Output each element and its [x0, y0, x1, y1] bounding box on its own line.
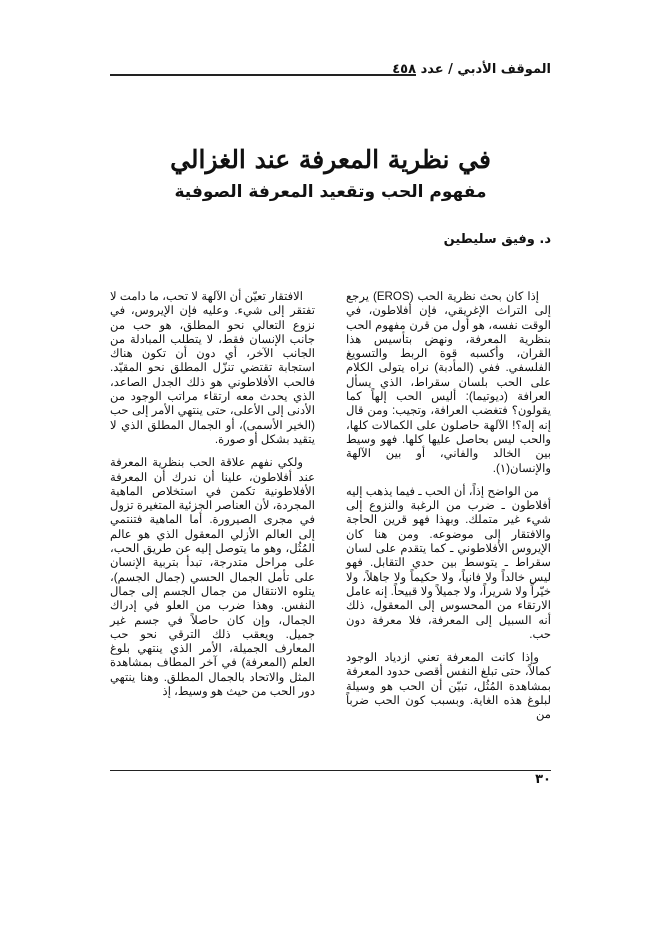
- paragraph: إذا كان بحث نظرية الحب (EROS) يرجع إلى التراث الإغريقي، فإن أفلاطون، في الوقت نفسه، هو أول من قرن مفهوم الحب بنظرية المعرفة، ونهض بتأسيس هذا القران، وأكسبه قوة الربط والتسويغ الفلسفي. ففي (المأدبة) نراه يتولى الكلام على الحب بلسان سقراط، الذي يسأل العرافة (ديوتيما): أليس الحب إلهاً كما يقولون؟ فتغضب العرافة، وتجيب: ومن قال إنه إله؟! الآلهة حاصلون على الكمالات كلها، والحب ليس بحاصل عليها كلها. فهو وسيط بين الخالد والفاني، أو بين الآلهة والإنسان(١).: [346, 290, 551, 475]
- paragraph: وإذا كانت المعرفة تعني ازدياد الوجود كمالاً، حتى تبلغ النفس أقصى حدود المعرفة بمشاهدة المُثُل، تبيّن أن الحب هو وسيلة لبلوغ هذه الغاية. وبسبب كون الحب ضرباً من: [346, 651, 551, 722]
- running-header: [110, 62, 551, 82]
- column-right: [346, 290, 551, 732]
- paragraph: الافتقار تعيّن أن الآلهة لا تحب، ما دامت لا تفتقر إلى شيء. وعليه فإن الإيروس، في نزوع التعالي نحو المطلق، هو حب من جانب الإنسان فقط، لا يتطلب المبادلة من الجانب الآخر، أي دون أن تكون هناك استجابة تقتضي تنزّل المطلق نحو المقيّد. فالحب الأفلاطوني هو ذلك الجدل الصاعد، الذي يحدث معه ارتقاء مراتب الوجود من الأدنى إلى الأعلى، حتى ينتهي الأمر إلى حب (الخير الأسمى)، أو الجمال المطلق الذي لا يتقيد بشكل أو صورة.: [110, 290, 315, 446]
- header-rule: [110, 74, 416, 76]
- article-subtitle: مفهوم الحب وتقعيد المعرفة الصوفية: [174, 182, 487, 202]
- column-left: [110, 290, 315, 708]
- page-number: ٣٠: [535, 772, 551, 787]
- footer-rule: [110, 770, 551, 771]
- article-title: في نظرية المعرفة عند الغزالي: [170, 145, 491, 174]
- running-title: الموقف الأدبي / عدد ٤٥٨: [392, 62, 551, 77]
- paragraph: ولكي نفهم علاقة الحب بنظرية المعرفة عند أفلاطون، علينا أن ندرك أن المعرفة الأفلاطونية تكمن في استخلاص الماهية المجردة، لأن العناصر الجزئية المتغيرة تزول في مجرى الصيرورة. أما الماهية فتنتمي إلى العالم الأزلي المعقول الذي هو عالم المُثُل، وهو ما يتوصل إليه عن طريق الحب، على مراحل متدرجة، تبدأ بتربية الإنسان على تأمل الجمال الحسي (جمال الجسم)، يتلوه الانتقال من جمال الجسم إلى جمال النفس. وهذا ضرب من العلو في إدراك الجمال، وإن كان حاصلاً في جسم غير جميل. ويعقب ذلك الترقي نحو حب المعارف الجميلة، الأمر الذي ينتهي بلوغ العلم (المعرفة) في آخر المطاف بمشاهدة المثل والاتحاد بالجمال المطلق. وهنا ينتهي دور الحب من حيث هو وسيط، إذ: [110, 456, 315, 699]
- article-author: د. وفيق سليطين: [443, 232, 551, 247]
- paragraph: من الواضح إذاً، أن الحب ـ فيما يذهب إليه أفلاطون ـ ضرب من الرغبة والنزوع إلى شيء غير متملك. وبهذا فهو قرين الحاجة والافتقار إلى موضوعه. ومن هنا كان الإيروس الأفلاطوني ـ كما يتقدم على لسان سقراط ـ يتوسط بين حدي التقابل. فهو ليس خالداً ولا فانياً، ولا حكيماً ولا جاهلاً، ولا خيّراً ولا شريراً، ولا جميلاً ولا قبيحاً. إنه عامل الارتقاء من المحسوس إلى المعقول، ذلك أنه السبيل إلى المعرفة، فلا معرفة دون حب.: [346, 484, 551, 641]
